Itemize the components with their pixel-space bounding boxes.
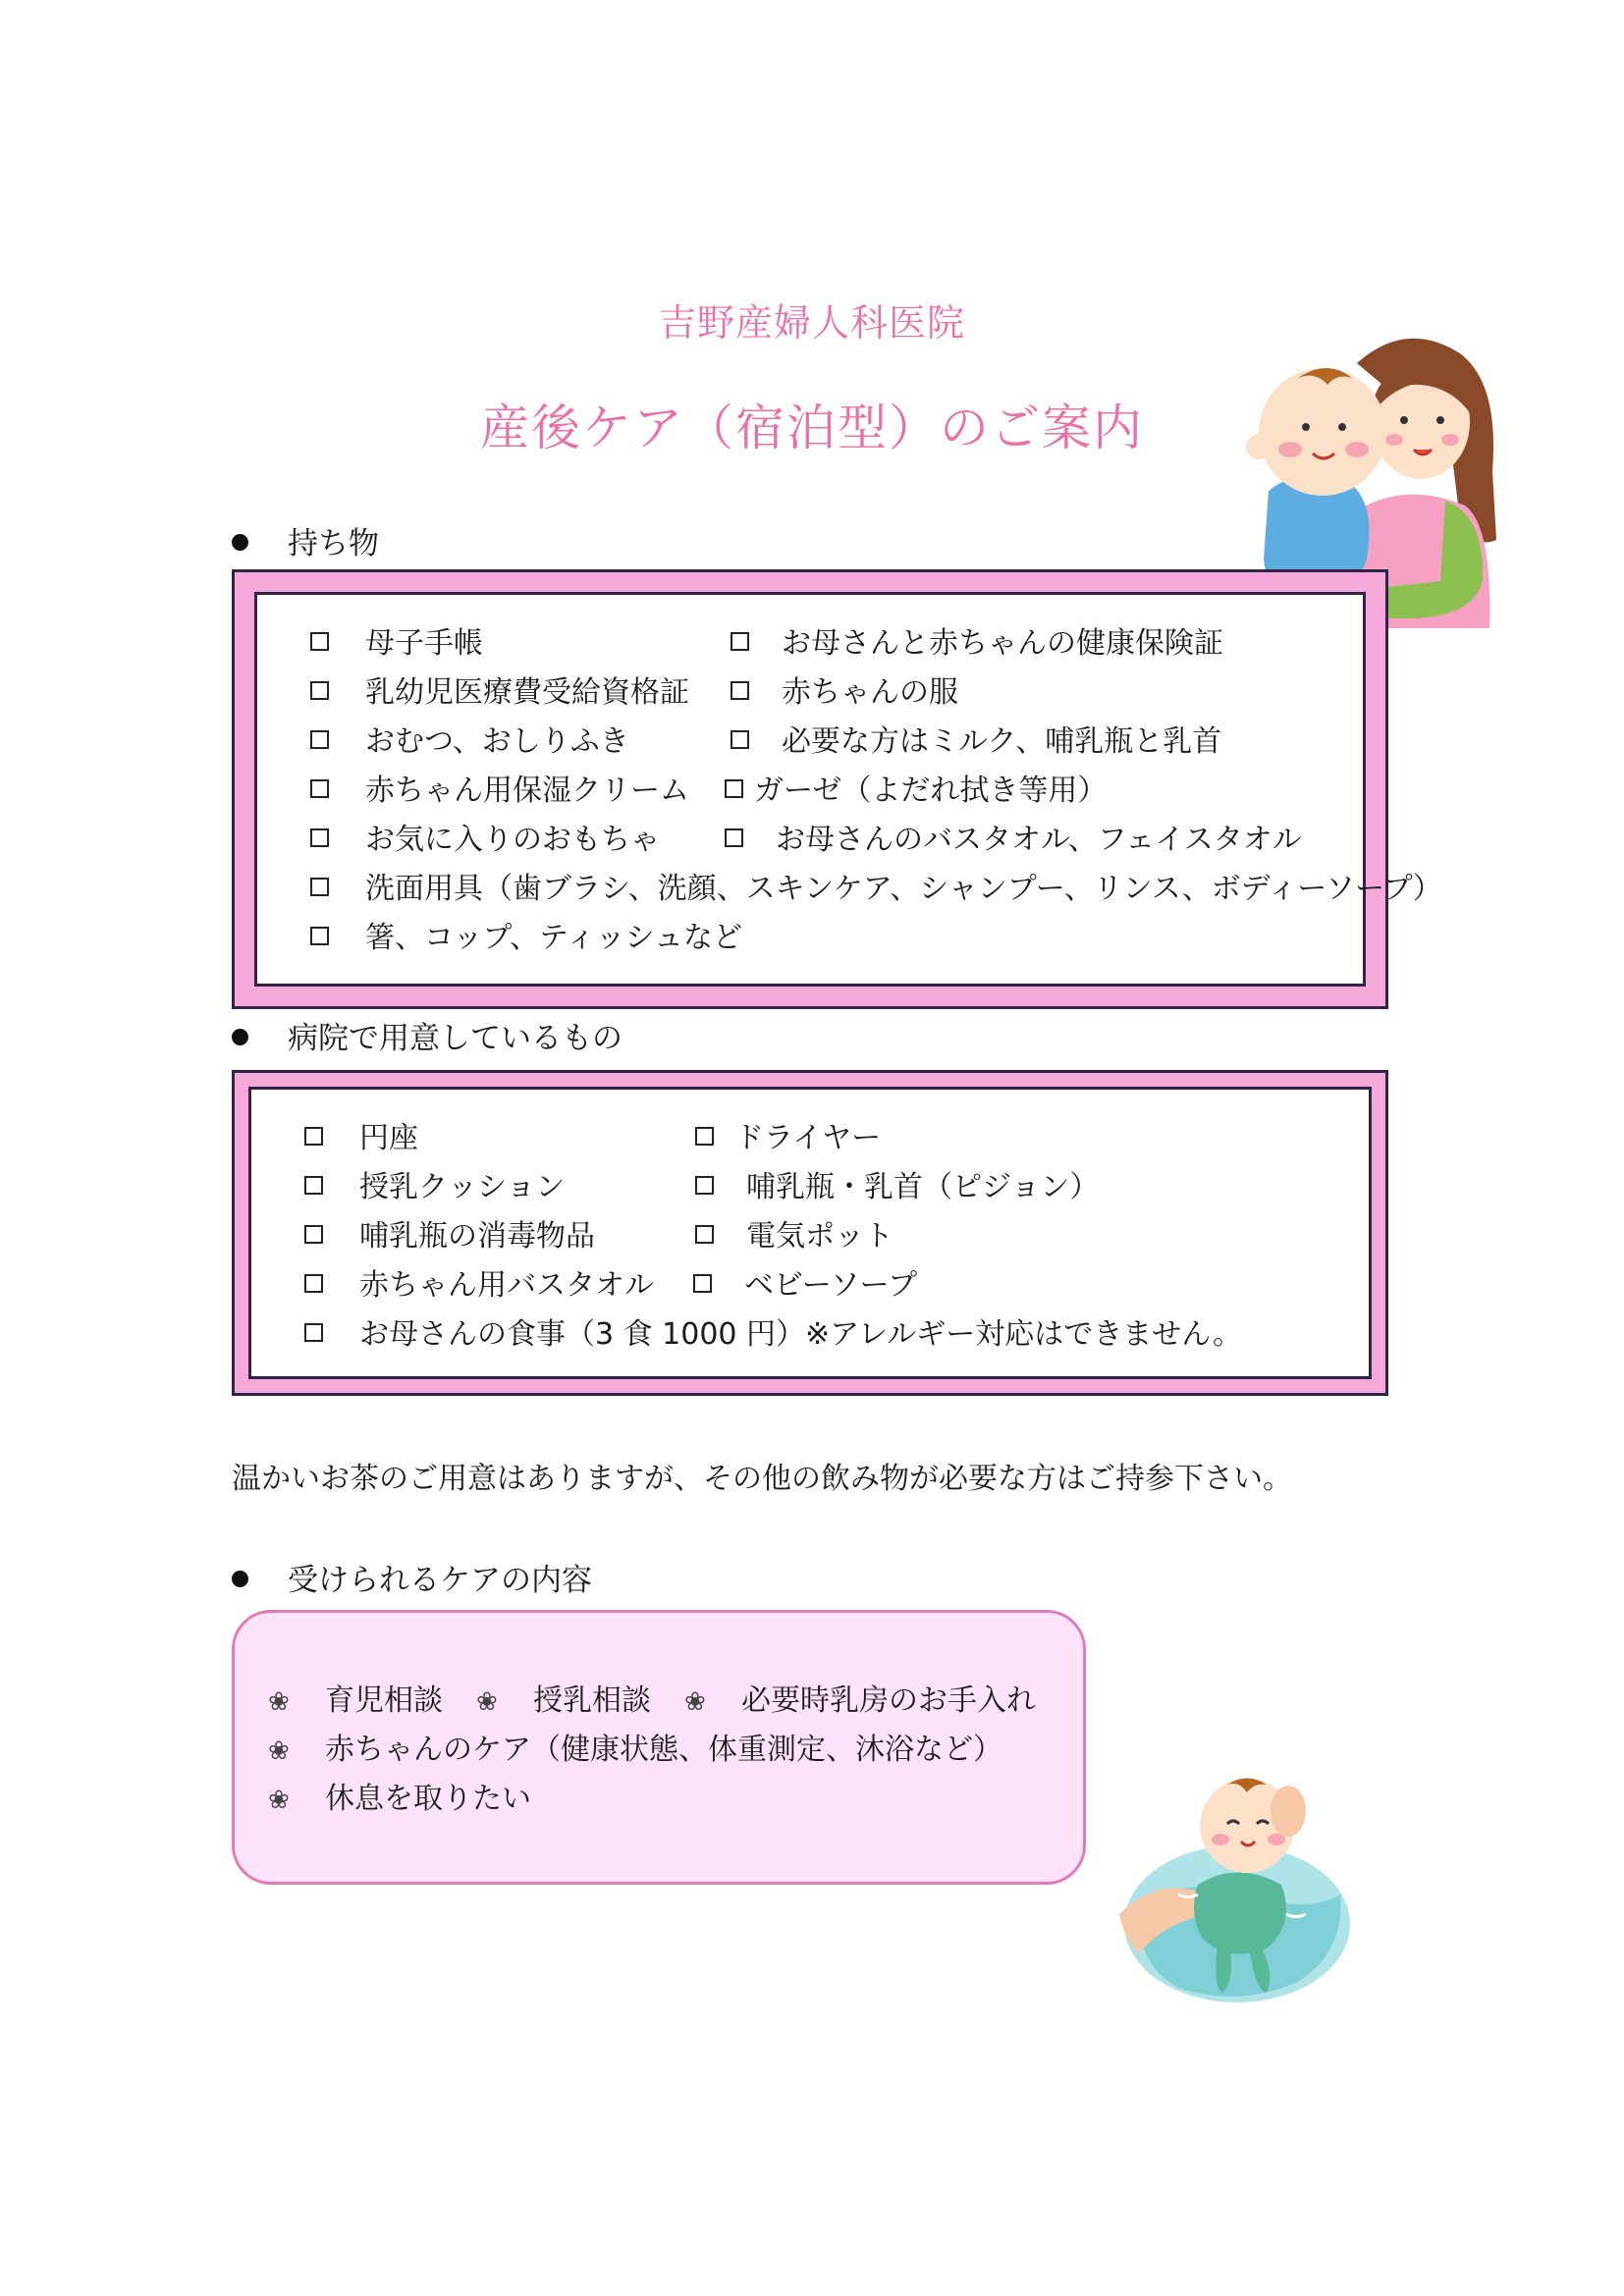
belongings-item: 箸、コップ、ティッシュなど — [310, 919, 329, 958]
belongings-item: 洗面用具（歯ブラシ、洗顔、スキンケア、シャンプー、リンス、ボディーソープ） — [310, 870, 329, 909]
provided-item: 哺乳瓶の消毒物品 — [304, 1217, 323, 1256]
checkbox-icon[interactable] — [310, 878, 329, 896]
provided-inner — [248, 1087, 1372, 1379]
belongings-item: 母子手帳 — [310, 624, 329, 664]
flower-bullet-icon: ❀ — [268, 1786, 290, 1815]
drinks-note: 温かいお茶のご用意はありますが、その他の飲み物が必要な方はご持参下さい。 — [232, 1462, 1292, 1496]
belongings-item: お気に入りのおもちゃ — [310, 821, 329, 860]
checkbox-icon[interactable] — [693, 1274, 712, 1293]
care-item: ❀ 赤ちゃんのケア（健康状態、体重測定、沐浴など） — [268, 1733, 1002, 1767]
flower-bullet-icon: ❀ — [476, 1687, 498, 1717]
bullet-dot-icon — [232, 1029, 248, 1045]
belongings-item: 赤ちゃん用保湿クリーム — [310, 772, 329, 811]
bullet-dot-icon — [232, 1571, 248, 1587]
care-box — [232, 1610, 1086, 1885]
checkbox-icon[interactable] — [304, 1323, 323, 1342]
provided-item: 赤ちゃん用バスタオル — [304, 1266, 323, 1306]
belongings-item: 赤ちゃんの服 — [731, 673, 749, 713]
provided-item: ベビーソープ — [693, 1266, 712, 1306]
checkbox-icon[interactable] — [310, 828, 329, 847]
care-item: ❀ 必要時乳房のお手入れ — [684, 1683, 1036, 1718]
belongings-item: お母さんのバスタオル、フェイスタオル — [725, 821, 743, 860]
checkbox-icon[interactable] — [695, 1225, 714, 1244]
belongings-item: ガーゼ（よだれ拭き等用） — [725, 772, 743, 811]
baby-bath-icon — [1119, 1767, 1355, 2012]
clinic-name: 吉野産婦人科医院 — [658, 301, 965, 345]
checkbox-icon[interactable] — [725, 828, 743, 847]
flower-bullet-icon: ❀ — [268, 1687, 290, 1717]
provided-item: 哺乳瓶・乳首（ピジョン） — [695, 1168, 714, 1207]
section-heading-provided: 病院で用意しているもの — [232, 1019, 623, 1058]
checkbox-icon[interactable] — [725, 779, 743, 798]
provided-item: 授乳クッション — [304, 1168, 323, 1207]
provided-item: ドライヤー — [695, 1119, 714, 1158]
provided-item: 円座 — [304, 1119, 323, 1158]
flower-bullet-icon: ❀ — [684, 1687, 706, 1717]
checkbox-icon[interactable] — [310, 927, 329, 945]
checkbox-icon[interactable] — [310, 730, 329, 749]
checkbox-icon[interactable] — [695, 1176, 714, 1195]
care-item: ❀ 育児相談 — [268, 1683, 443, 1718]
checkbox-icon[interactable] — [304, 1274, 323, 1293]
section-heading-care: 受けられるケアの内容 — [232, 1561, 592, 1600]
checkbox-icon[interactable] — [304, 1225, 323, 1244]
belongings-frame — [232, 569, 1442, 1009]
section-heading-belongings: 持ち物 — [232, 524, 379, 563]
checkbox-icon[interactable] — [731, 730, 749, 749]
page-title: 産後ケア（宿泊型）のご案内 — [480, 400, 1144, 456]
checkbox-icon[interactable] — [310, 632, 329, 651]
belongings-item: おむつ、おしりふき — [310, 722, 329, 762]
checkbox-icon[interactable] — [304, 1176, 323, 1195]
checkbox-icon[interactable] — [310, 779, 329, 798]
care-item: ❀ 授乳相談 — [476, 1683, 651, 1718]
baby-bath-illustration — [1119, 1767, 1355, 2012]
checkbox-icon[interactable] — [310, 681, 329, 700]
belongings-inner — [254, 592, 1442, 987]
checkbox-icon[interactable] — [304, 1127, 323, 1146]
flower-bullet-icon: ❀ — [268, 1736, 290, 1766]
checkbox-icon[interactable] — [695, 1127, 714, 1146]
provided-item: お母さんの食事（3 食 1000 円）※アレルギー対応はできません。 — [304, 1315, 323, 1355]
belongings-item: お母さんと赤ちゃんの健康保険証 — [731, 624, 749, 664]
belongings-item: 乳幼児医療費受給資格証 — [310, 673, 329, 713]
belongings-item: 必要な方はミルク、哺乳瓶と乳首 — [731, 722, 749, 762]
care-item: ❀ 休息を取りたい — [268, 1782, 531, 1816]
provided-item: 電気ポット — [695, 1217, 714, 1256]
provided-frame — [232, 1070, 1388, 1396]
checkbox-icon[interactable] — [731, 681, 749, 700]
checkbox-icon[interactable] — [731, 632, 749, 651]
bullet-dot-icon — [232, 534, 248, 551]
